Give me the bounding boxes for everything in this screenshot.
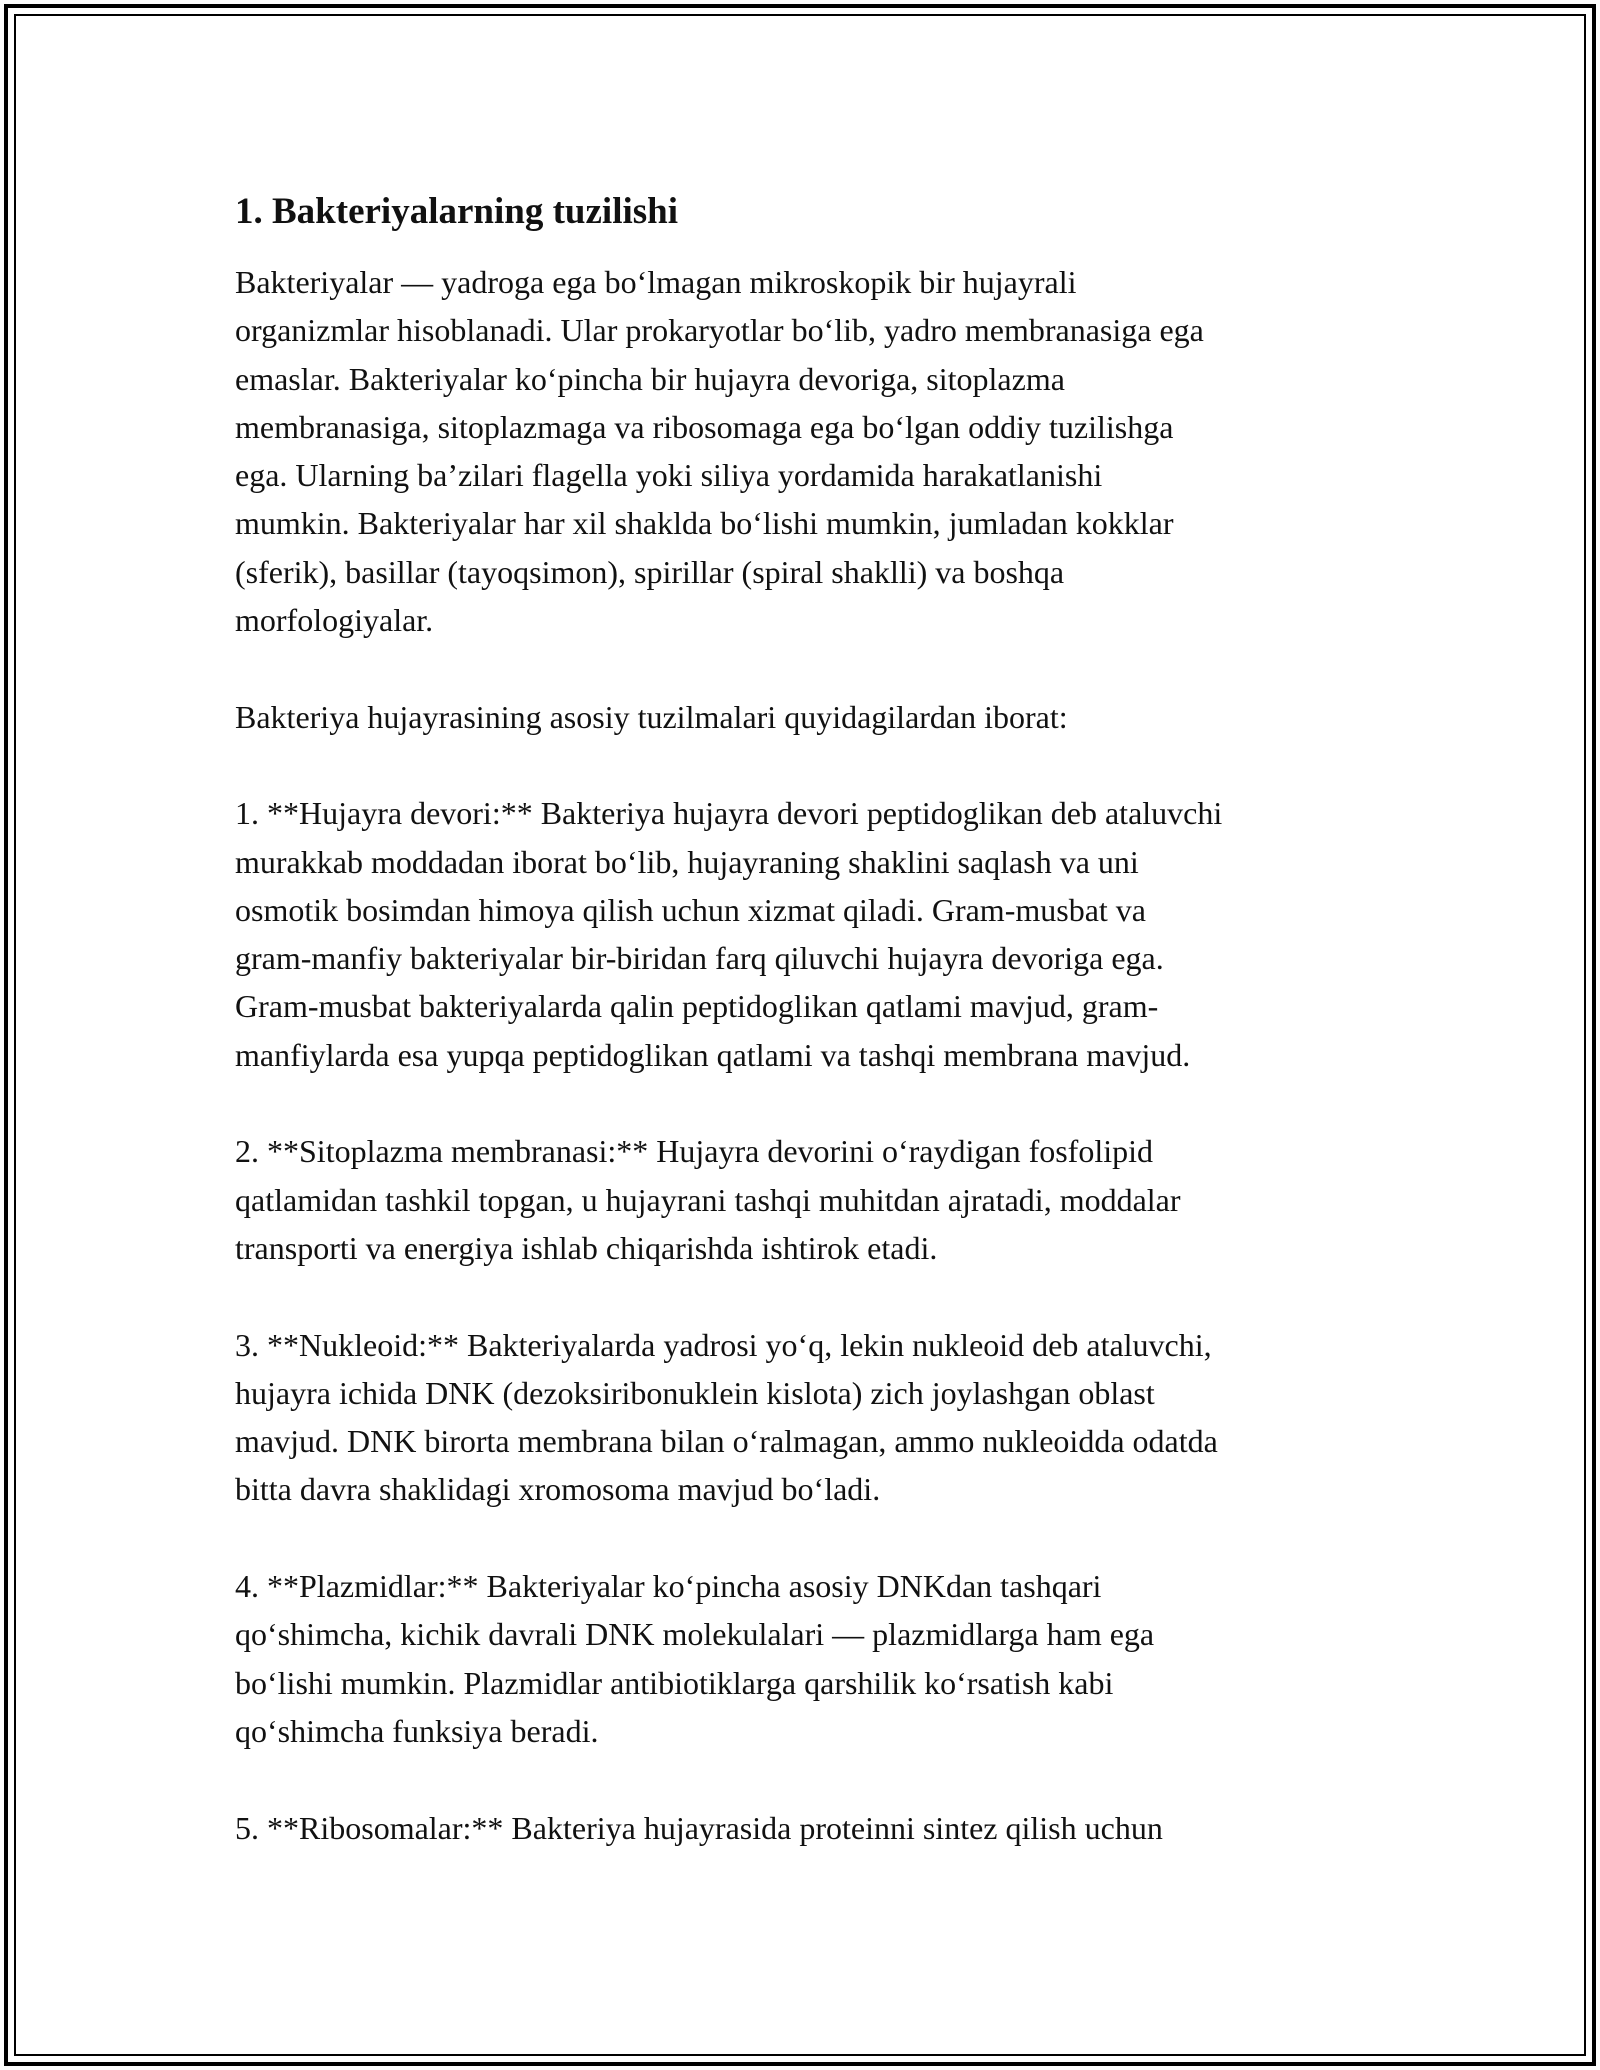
document-body bbox=[235, 188, 1385, 1900]
list-item-nucleoid: 3. **Nukleoid:** Bakteriyalarda yadrosi yoʻq, lekin nukleoid deb ataluvchi, hujayra ichida DNK (dezoksiribonuklein kislota) zich joylashgan oblast mavjud. DNK birorta membrana bilan oʻralmagan, ammo nukleoidda odatda bitta davra shaklidagi xromosoma mavjud boʻladi. bbox=[235, 1326, 1218, 1508]
list-item-plasmids: 4. **Plazmidlar:** Bakteriyalar koʻpincha asosiy DNKdan tashqari qoʻshimcha, kichik davrali DNK molekulalari — plazmidlarga ham ega boʻlishi mumkin. Plazmidlar antibiotiklarga qarshilik koʻrsatish kabi qoʻshimcha funksiya beradi. bbox=[235, 1568, 1155, 1749]
list-item-cell-wall: 1. **Hujayra devori:** Bakteriya hujayra devori peptidoglikan deb ataluvchi murakkab moddadan iborat boʻlib, hujayraning shaklini saqlash va uni osmotik bosimdan himoya qilish uchun xizmat qiladi. Gram-musbat va gram-manfiy bakteriyalar bir-biridan farq qiluvchi hujayra devoriga ega. Gram-musbat bakteriyalarda qalin peptidoglikan qatlami mavjud, gram- manfiylarda esa yupqa peptidoglikan qatlami va tashqi membrana mavjud. bbox=[235, 795, 1223, 1073]
list-item-cytoplasmic-membrane: 2. **Sitoplazma membranasi:** Hujayra devorini oʻraydigan fosfolipid qatlamidan tashkil topgan, u hujayrani tashqi muhitdan ajratadi, moddalar transporti va energiya ishlab chiqarishda ishtirok etadi. bbox=[235, 1133, 1181, 1266]
intro-paragraph: Bakteriyalar — yadroga ega boʻlmagan mikroskopik bir hujayrali organizmlar hisoblanadi. Ular prokaryotlar boʻlib, yadro membranasiga ega emaslar. Bakteriyalar koʻpincha bir hujayra devoriga, sitoplazma membranasiga, sitoplazmaga va ribosomaga ega boʻlgan oddiy tuzilishga ega. Ularning baʼzilari flagella yoki siliya yordamida harakatlanishi mumkin. Bakteriyalar har xil shaklda boʻlishi mumkin, jumladan kokklar (sferik), basillar (tayoqsimon), spirillar (spiral shaklli) va boshqa morfologiyalar. bbox=[235, 264, 1204, 639]
list-item-ribosomes: 5. **Ribosomalar:** Bakteriya hujayrasida proteinni sintez qilish uchun bbox=[235, 1809, 1163, 1846]
section-heading: 1. Bakteriyalarning tuzilishi bbox=[235, 191, 679, 232]
structures-intro-paragraph: Bakteriya hujayrasining asosiy tuzilmalari quyidagilardan iborat: bbox=[235, 698, 1068, 735]
